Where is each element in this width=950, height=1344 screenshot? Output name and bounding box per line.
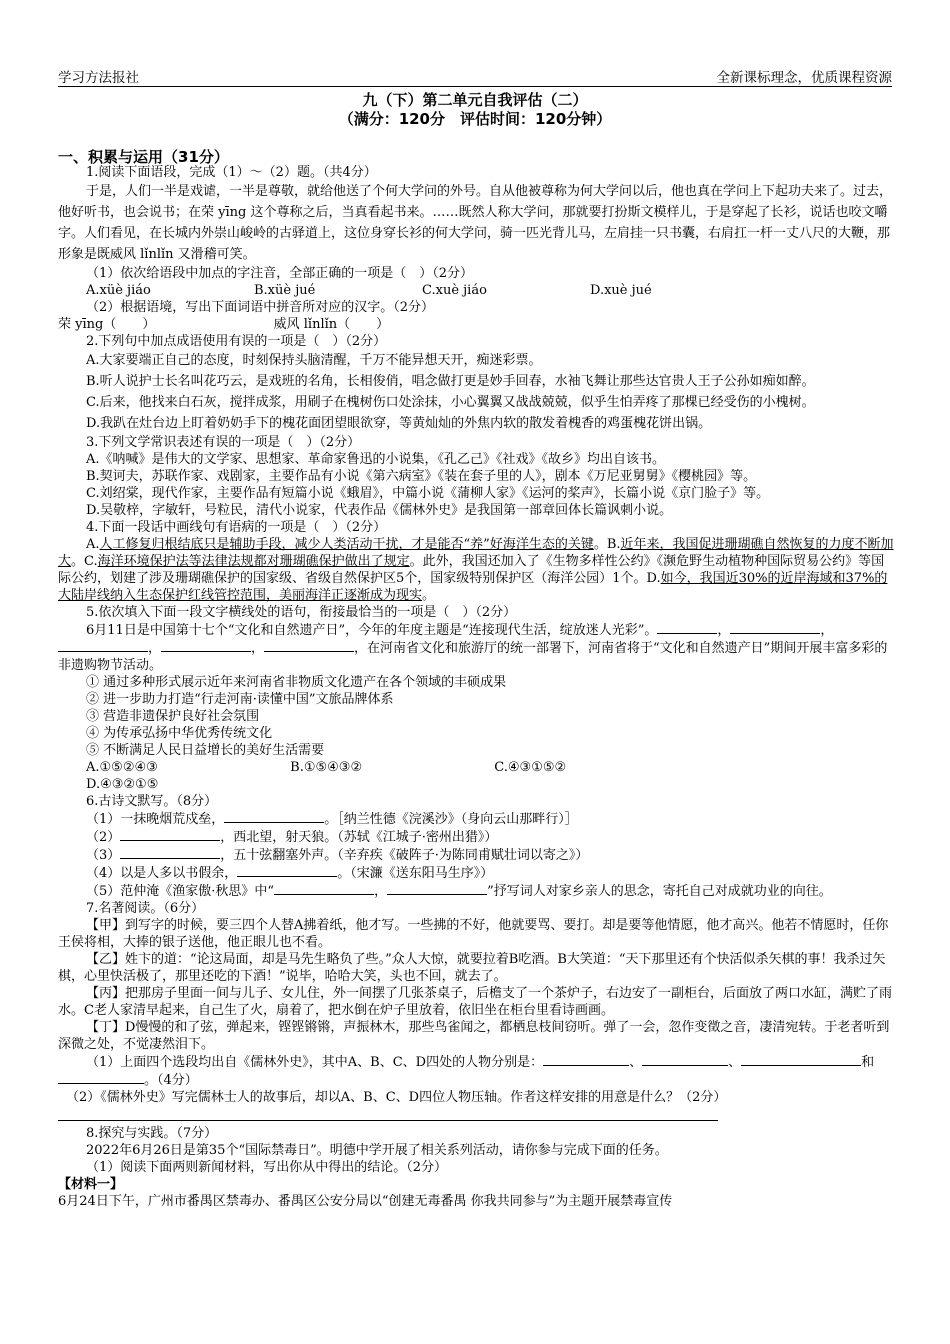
q1-sub2-answers <box>58 316 894 333</box>
q7-excerpt-yi: 【乙】姓卞的道：“论这局面，却是马先生略负了些。”众人大惊，就要拉着B吃酒。B大笑道：“天下那里还有个快活似杀矢棋的事！我杀过矢棋，心里快活极了，那里还吃的下酒！”说毕，哈哈大笑，头也不回，就去了。 <box>58 952 886 984</box>
q7-sub1-text: （1）上面四个选段均出自《儒林外史》，其中A、B、C、D四处的人物分别是： <box>86 1055 544 1070</box>
q6-blank-2[interactable] <box>120 828 220 841</box>
q7-sub1-and: 和 <box>861 1055 875 1070</box>
q7-answer-line[interactable] <box>58 1106 718 1121</box>
q4-middle: 。此外，我国还加入了《生物多样性公约》《濒危野生动植物种国际贸易公约》等国际公约，划建了涉及珊瑚礁保护的国家级、省级自然保护区5个，国家级特别保护区（海洋公园）1个。D. <box>58 554 885 586</box>
q7-blank-a[interactable] <box>543 1053 629 1066</box>
q5-item-2: ② 进一步助力打造“行走河南·读懂中国”文旅品牌体系 <box>86 692 394 707</box>
q6-line-4-source: 。（宋濂《送东阳马生序》） <box>337 866 494 881</box>
q5-passage-2: ，在河南省文化和旅游厅的统一部署下，河南省将于“文化和自然遗产日”期间开展丰富多彩的非遗购物节活动。 <box>58 641 888 673</box>
q7-excerpt-jia: 【甲】到写字的时候，要三四个人替A拂着纸，他才写。一些拂的不好，他就要骂、要打。却是要等他情愿，他才高兴。他若不情愿时，任你王侯将相，大捧的银子送他，他正眼儿也不看。 <box>58 918 889 950</box>
q7-sub1-score: 。（4分） <box>144 1073 198 1088</box>
q4-stem: 4.下面一段话中画线句有语病的一项是（ ）（2分） <box>86 520 387 535</box>
q1-sub1-options <box>86 282 894 299</box>
q6-line-5-comma: ， <box>374 884 388 899</box>
q6-line-3 <box>86 846 894 864</box>
q7-stem: 7.名著阅读。（6分） <box>86 901 205 916</box>
q2-option-d: D.我趴在灶台边上盯着奶奶手下的槐花面团望眼欲穿，等黄灿灿的外焦内软的散发着槐香的鸡蛋槐花饼出锅。 <box>86 416 712 431</box>
q8-intro: 2022年6月26日是第35个“国际禁毒日”。明德中学开展了相关系列活动，请你参与完成下面的任务。 <box>86 1143 668 1158</box>
page-title: 九（下）第二单元自我评估（二） <box>362 91 588 109</box>
q8-material-1-label: 【材料一】 <box>58 1177 124 1192</box>
q5-options <box>86 759 894 793</box>
q6-blank-6[interactable] <box>387 882 487 895</box>
q5-blank-4[interactable] <box>161 639 251 652</box>
q5-item-3: ③ 营造非遗保护良好社会氛围 <box>86 709 260 724</box>
q1-option-c: C.xuè jiáo <box>422 283 487 298</box>
q5-stem: 5.依次填入下面一段文字横线处的语句，衔接最恰当的一项是（ ）（2分） <box>86 605 517 620</box>
q7-excerpt-ding: 【丁】D慢慢的和了弦，弹起来，铿铿锵锵，声振林木，那些鸟雀闻之，都栖息枝间窃听。弹了一会，忽作变徵之音，凄清宛转。于老者听到深微之处，不觉凄然泪下。 <box>58 1020 890 1052</box>
q3-option-d: D.吴敬梓，字敏轩，号粒民，清代小说家，代表作品《儒林外史》是我国第一部章回体长篇讽刺小说。 <box>86 503 673 518</box>
q4-sentence-a: 人工修复归根结底只是辅助手段，减少人类活动干扰，才是能否“养”好海洋生态的关键 <box>99 537 594 552</box>
q4-end: 。 <box>422 588 436 603</box>
q7-blank-c[interactable] <box>741 1053 861 1066</box>
q7-sub1 <box>58 1053 894 1089</box>
q6-line-3-text: （3） <box>86 848 121 863</box>
page-subtitle: （满分：120分 评估时间：120分钟） <box>338 110 612 128</box>
q7-excerpt-bing: 【丙】把那房子里面一间与儿子、女儿住，外一间摆了几张茶桌子，后檐支了一个茶炉子，右边安了一副柜台，后面放了两口水缸，满贮了雨水。C老人家清早起来，自己生了火，扇着了，把水倒在炉子里放着，依旧坐在柜台里看诗画画。 <box>58 986 893 1018</box>
q6-blank-5[interactable] <box>274 882 374 895</box>
q5-blank-1[interactable] <box>657 621 717 634</box>
q1-option-a: A.xüè jiáo <box>86 283 151 298</box>
q7-blank-b[interactable] <box>642 1053 728 1066</box>
q7-sub1-sep-2: 、 <box>728 1055 742 1070</box>
q4-paragraph <box>58 536 894 604</box>
q8-material-1-text: 6月24日下午，广州市番禺区禁毒办、番禺区公安分局以“创建无毒番禺 你我共同参与”为主题开展禁毒宣传 <box>58 1194 673 1209</box>
q3-option-c: C.刘绍棠，现代作家，主要作品有短篇小说《蛾眉》，中篇小说《蒲柳人家》《运河的桨声》，长篇小说《京门脸子》等。 <box>86 486 770 501</box>
q6-blank-1[interactable] <box>224 810 324 823</box>
q1-option-b: B.xüè jué <box>254 283 316 298</box>
q5-blank-2[interactable] <box>730 621 820 634</box>
q6-line-1 <box>86 810 894 828</box>
q5-blank-3[interactable] <box>58 639 148 652</box>
q6-line-2-source: ，西北望，射天狼。（苏轼《江城子·密州出猎》） <box>220 830 498 845</box>
q4-label-c: 。C. <box>71 554 98 569</box>
q6-line-5-text: （5）范仲淹《渔家傲·秋思》中“ <box>86 884 275 899</box>
header-publisher: 学习方法报社 <box>58 70 139 86</box>
q1-stem: 1.阅读下面语段，完成（1）～（2）题。（共4分） <box>86 165 377 180</box>
q6-blank-3[interactable] <box>120 846 220 859</box>
q5-item-5: ⑤ 不断满足人民日益增长的美好生活需要 <box>86 743 325 758</box>
q4-label-b: 。B. <box>593 537 621 552</box>
q6-blank-4[interactable] <box>237 864 337 877</box>
q3-stem: 3.下列文学常识表述有误的一项是（ ）（2分） <box>86 435 361 450</box>
q8-stem: 8.探究与实践。（7分） <box>86 1126 218 1141</box>
q5-option-d: D.④③②①⑤ <box>86 777 159 792</box>
q1-sub2-a: 荣 yīng（ ） <box>58 317 156 332</box>
section-heading: 一、积累与运用（31分） <box>58 148 229 166</box>
q6-line-1-source: 。［纳兰性德《浣溪沙》（身向云山那畔行）］ <box>324 812 578 827</box>
q6-line-4-text: （4）以是人多以书假余， <box>86 866 238 881</box>
header-rule <box>58 86 892 87</box>
q2-stem: 2.下列句中加点成语使用有误的一项是（ ）（2分） <box>86 334 387 349</box>
q1-option-d: D.xuè jué <box>590 283 652 298</box>
q5-option-b: B.①⑤④③② <box>290 760 363 775</box>
q5-blank-5[interactable] <box>264 639 354 652</box>
q6-stem: 6.古诗文默写。（8分） <box>86 794 218 809</box>
q7-blank-d[interactable] <box>58 1071 144 1084</box>
q3-option-b: B.契诃夫，苏联作家、戏剧家，主要作品有小说《第六病室》《装在套子里的人》，剧本《万尼亚舅舅》《樱桃园》等。 <box>86 469 757 484</box>
q5-passage: 6月11日是中国第十七个“文化和自然遗产日”，今年的年度主题是“连接现代生活，绽放迷人光彩”。 ， ，， ， ，在河南省文化和旅游厅的统一部署下，河南省将于“文化和自然遗产日”期间开展丰富多彩的非遗购物节活动。 <box>58 623 888 673</box>
q6-line-5-tail: ”抒写词人对家乡亲人的思念，寄托自己对成就功业的向往。 <box>487 884 832 899</box>
q2-option-c: C.后来，他找来白石灰，搅拌成浆，用刷子在槐树伤口处涂抹，小心翼翼又战战兢兢，似乎生怕弄疼了那棵已经受伤的小槐树。 <box>86 395 815 410</box>
q4-label-a: A. <box>86 537 100 552</box>
header-slogan: 全新课标理念，优质课程资源 <box>716 70 892 86</box>
q7-sub2: （2）《儒林外史》写完儒林士人的故事后，却以A、B、C、D四位人物压轴。作者这样安排的用意是什么？（2分） <box>66 1090 727 1105</box>
q4-sentence-c: 海洋环境保护法等法律法规都对珊瑚礁保护做出了规定 <box>97 554 410 569</box>
q1-sub1: （1）依次给语段中加点的字注音，全部正确的一项是（ ）（2分） <box>86 266 474 281</box>
q6-line-3-source: ，五十弦翻塞外声。（辛弃疾《破阵子·为陈同甫赋壮词以寄之》） <box>220 848 589 863</box>
q5-option-c: C.④③①⑤② <box>494 760 567 775</box>
q6-line-4 <box>86 864 894 882</box>
q6-line-2-text: （2） <box>86 830 121 845</box>
q5-item-4: ④ 为传承弘扬中华优秀传统文化 <box>86 726 273 741</box>
q5-option-a: A.①⑤②④③ <box>86 760 158 775</box>
q1-sub2-b: 威风 lǐnlǐn（ ） <box>273 317 390 332</box>
q2-option-a: A.大家要端正自己的态度，时刻保持头脑清醒，千万不能异想天开，痴迷彩票。 <box>86 353 542 368</box>
q7-sub1-sep-1: 、 <box>629 1055 643 1070</box>
q5-passage-1: 6月11日是中国第十七个“文化和自然遗产日”，今年的年度主题是“连接现代生活，绽放迷人光彩”。 <box>86 623 658 638</box>
q3-option-a: A.《呐喊》是伟大的文学家、思想家、革命家鲁迅的小说集，《孔乙己》《社戏》《故乡》均出自该书。 <box>86 452 666 467</box>
q6-line-2 <box>86 828 894 846</box>
q5-item-1: ① 通过多种形式展示近年来河南省非物质文化遗产在各个领域的丰硕成果 <box>86 675 507 690</box>
q1-sub2: （2）根据语境，写出下面词语中拼音所对应的汉字。（2分） <box>86 300 435 315</box>
q4-sentence-b: 近年来，我国促进珊瑚礁自然恢复的力度不断加大 <box>58 537 894 569</box>
exam-body <box>58 164 894 1210</box>
q6-line-5 <box>58 882 894 900</box>
q6-line-1-text: （1）一抹晚烟荒戍垒， <box>86 812 225 827</box>
q4-sentence-d: 如今，我国近30%的近岸海域和37%的大陆岸线纳入生态保护红线管控范围，美丽海洋正逐渐成为现实 <box>58 571 888 603</box>
q2-option-b: B.听人说护士长名叫花巧云，是戏班的名角，长相俊俏，唱念做打更是妙手回春，水袖飞舞让那些达官贵人王子公孙如痴如醉。 <box>86 374 815 389</box>
q8-sub1: （1）阅读下面两则新闻材料，写出你从中得出的结论。（2分） <box>86 1160 448 1175</box>
q1-passage: 于是，人们一半是戏谑，一半是尊敬，就给他送了个何大学问的外号。自从他被尊称为何大学问以后，他也真在学问上下起功夫来了。过去，他好听书，也会说书；在荣 yīng 这个尊称之后，当真看起书来。……既然人称大学问，那就要打扮斯文模样儿，于是穿起了长衫，说话也咬文嚼字。人们看见，在长城内外崇山峻岭的古驿道上，这位身穿长衫的何大学问，骑一匹光背儿马，左肩挂一只书囊，右肩扛一杆一丈八尺的大鞭，那形象是既威风 lǐnlǐn 又滑稽可笑。 <box>58 184 893 262</box>
